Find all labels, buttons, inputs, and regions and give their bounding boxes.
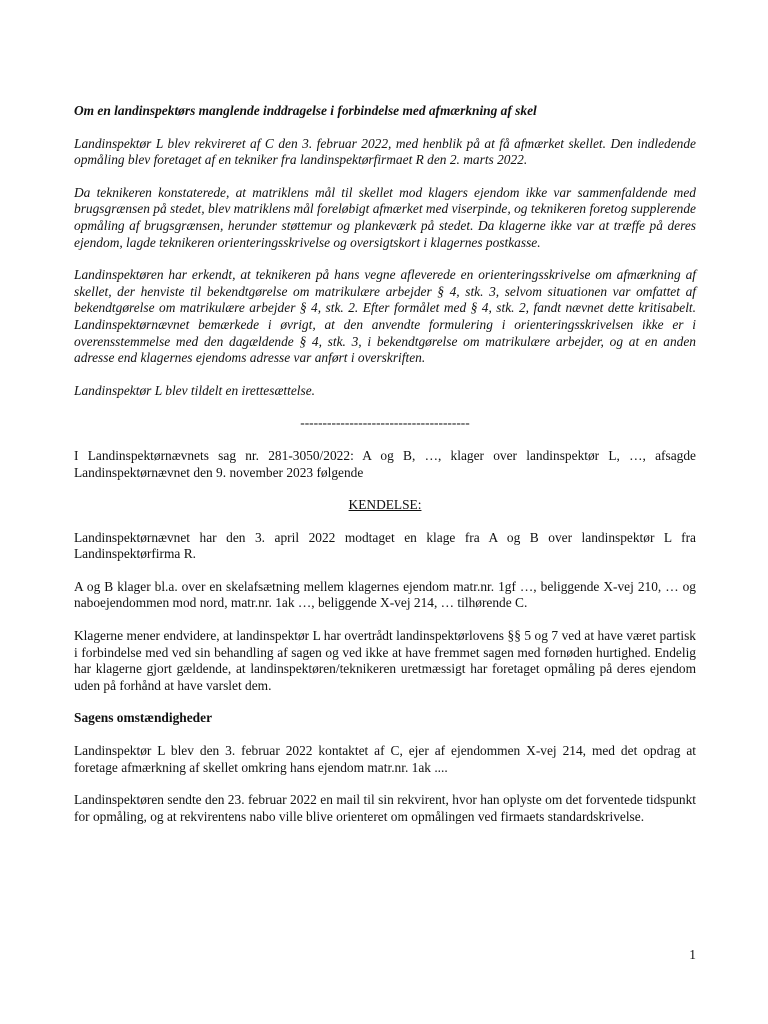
section-paragraph-1: Landinspektør L blev den 3. februar 2022 kontaktet af C, ejer af ejendommen X-vej 214, med det opdrag at foretage afmærkning af skellet omkring hans ejendom matr.nr. 1ak ....: [74, 743, 696, 775]
section-heading: Sagens omstændigheder: [74, 710, 213, 726]
body-paragraph-2: A og B klager bl.a. over en skelafsætning mellem klagernes ejendom matr.nr. 1gf …, beliggende X-vej 210, … og naboejendommen mod nord, matr.nr. 1ak …, beliggende X-vej 214, … tilhørende C.: [74, 578, 696, 611]
summary-paragraph-3: Landinspektøren har erkendt, at teknikeren på hans vegne afleverede en orienteringsskrivelse om afmærkning af skellet, der henviste til bekendtgørelse om matrikulære arbejder § 4, stk. 3, selvom situationen var omfattet af bekendtgørelse om matrikulære arbejder § 4, stk. 2. Efter formålet med § 4, stk. 2, fandt nævnet dette kritisabelt. Landinspektørnævnet bemærkede i øvrigt, at den anvendte formulering i orienteringsskrivelsen ikke er i overensstemmelse med den dagældende § 4, stk. 3, i bekendtgørelse om matrikulære arbejder, og at en anden adresse end klagernes ejendoms adresse var anført i overskriften.: [74, 267, 696, 366]
document-page: [74, 103, 696, 841]
body-paragraph-1: Landinspektørnævnet har den 3. april 2022 modtaget en klage fra A og B over landinspektør L fra Landinspektørfirma R.: [74, 529, 696, 562]
section-paragraph-2: Landinspektøren sendte den 23. februar 2022 en mail til sin rekvirent, hvor han oplyste om det forventede tidspunkt for opmåling, og at rekvirentens nabo ville blive orienteret om opmålingen ved firmaets standardskrivelse.: [74, 792, 696, 824]
summary-paragraph-2: Da teknikeren konstaterede, at matriklens mål til skellet mod klagers ejendom ikke var sammenfaldende med brugsgrænsen på stedet, blev matriklens mål foreløbigt afmærket med viserpinde, og teknikeren foretog supplerende opmåling af brugsgrænsen, herunder støttemur og plankeværk på stedet. Da klagerne ikke var at træffe på deres ejendom, lagde teknikeren orienteringsskrivelse og oversigtskort i klagernes postkasse.: [74, 184, 696, 250]
body-paragraph-3: Klagerne mener endvidere, at landinspektør L har overtrådt landinspektørlovens §§ 5 og 7 ved at have været partisk i forbindelse med ved sin behandling af sagen og ved ikke at have fremmet sagen med fornøden hurtighed. Endelig har klagerne gjort gældende, at landinspektøren/teknikeren uretmæssigt har foretaget opmåling på deres ejendom uden på forhånd at have varslet dem.: [74, 628, 696, 693]
kendelse-heading: KENDELSE:: [348, 497, 422, 513]
case-intro: I Landinspektørnævnets sag nr. 281-3050/2022: A og B, …, klager over landinspektør L, …, afsagde Landinspektørnævnet den 9. november 2023 følgende: [74, 447, 696, 480]
page-number: 1: [689, 947, 696, 962]
section-separator: --------------------------------------: [300, 415, 470, 431]
summary-paragraph-4: Landinspektør L blev tildelt en irettesættelse.: [74, 382, 316, 398]
document-title: Om en landinspektørs manglende inddragelse i forbindelse med afmærkning af skel: [74, 103, 537, 118]
summary-paragraph-1: Landinspektør L blev rekvireret af C den 3. februar 2022, med henblik på at få afmærket skellet. Den indledende opmåling blev foretaget af en tekniker fra landinspektørfirmaet R den 2. marts 2022.: [74, 135, 696, 168]
